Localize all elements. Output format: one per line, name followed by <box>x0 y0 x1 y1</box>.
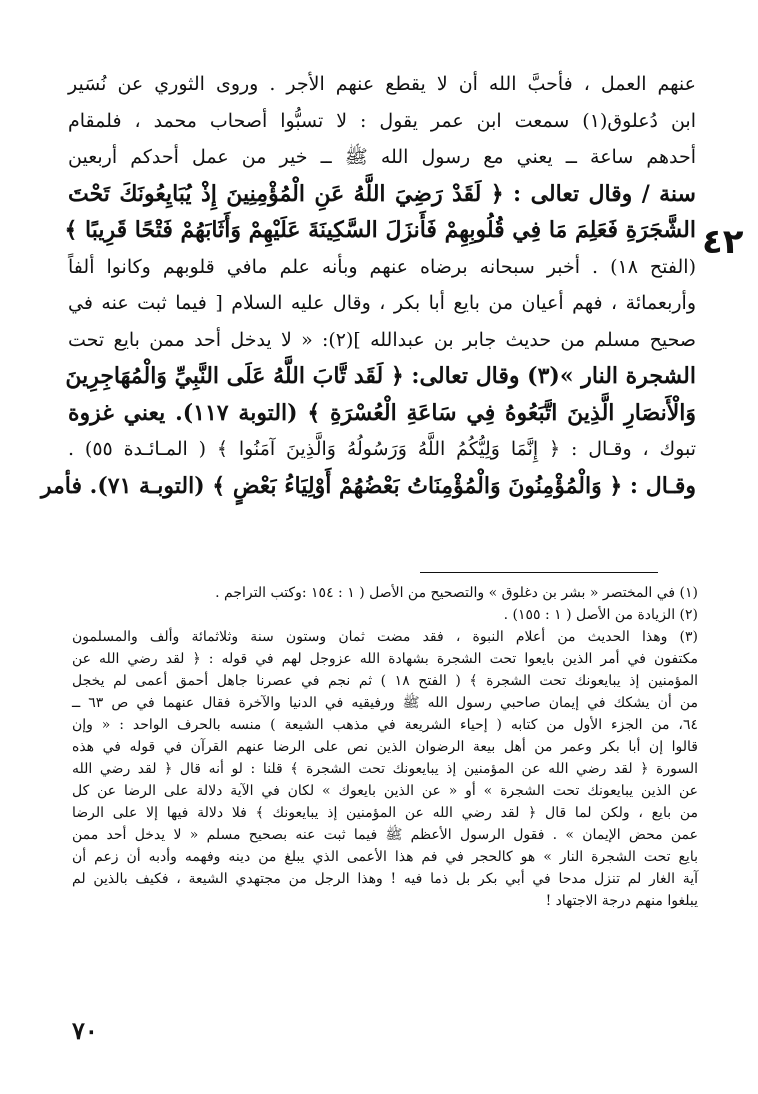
footnote-line: (٢) الزيادة من الأصل ( ١ : ١٥٥) . <box>503 607 698 623</box>
text-line: وقـال : ﴿ وَالْمُؤْمِنُونَ وَالْمُؤْمِنَاتُ بَعْضُهُمْ أَوْلِيَاءُ بَعْضٍ ﴾ (التوبـة ٧١). فأمر <box>40 472 696 499</box>
footnote-separator <box>420 572 658 573</box>
text-line: وَالْأَنصَارِ الَّذِينَ اتَّبَعُوهُ فِي سَاعَةِ الْعُسْرَةِ ﴾ (التوبة ١١٧). يعني غزوة <box>68 399 696 426</box>
footnote-line: السورة ﴿ لقد رضي الله عن المؤمنين إذ يبايعونك تحت الشجرة ﴾ قلنا : لو أنه قال ﴿ لقد رضي الله <box>72 761 698 777</box>
footnote-line: مكتفون في أمر الذين بايعوا تحت الشجرة بشهادة الله عزوجل لهم في قوله : ﴿ لقد رضي الله عن <box>72 651 698 667</box>
footnote-line: عمن محض الإيمان » . فقول الرسول الأعظم ﷺ فيما ثبت عنه بصحيح مسلم « لا يدخل أحد ممن <box>72 827 698 843</box>
footnote-line: من بايع ، ولكن لما قال ﴿ لقد رضي الله عن المؤمنين إذ يبايعونك ﴾ فلا دلالة فيها إلا على الرضا <box>72 805 698 821</box>
footnote-line: آية الغار لم تنزل مدحا في أبي بكر بل ذما فيه ! وهذا الرجل من مجتهدي الشيعة ، فكيف بالذين لم <box>72 871 698 887</box>
text-line: سنة / وقال تعالى : ﴿ لَقَدْ رَضِيَ اللَّهُ عَنِ الْمُؤْمِنِينَ إِذْ يُبَايِعُونَكَ تَحْتَ <box>68 180 696 207</box>
text-line: (الفتح ١٨) . أخبر سبحانه برضاه عنهم وبأنه علم مافي قلوبهم وكانوا ألفاً <box>68 255 696 278</box>
footnote-line: (٣) وهذا الحديث من أعلام النبوة ، فقد مضت ثمان وستون سنة وثلاثمائة وألف والمسلمون <box>72 629 698 645</box>
footnote-line: بايع تحت الشجرة النار » هو كالحجر في فم هذا الأعمى الذي يبلغ من دينه وفهمه وأدبه أن زعم أن <box>72 849 698 865</box>
text-line: صحيح مسلم من حديث جابر بن عبدالله ](٢): « لا يدخل أحد ممن بايع تحت <box>68 328 696 351</box>
text-line: وأربعمائة ، فهم أعيان من بايع أبا بكر ، وقال عليه السلام [ فيما ثبت عنه في <box>68 292 696 314</box>
footnote-line: من أن يشكك في إيمان صاحبي رسول الله ﷺ ورفيقيه في الدنيا والآخرة فقال عنهما في ص ٦٣ ــ <box>72 695 699 711</box>
footnote-line: يبلغوا منهم درجة الاجتهاد ! <box>545 893 698 909</box>
footnote-line: المؤمنين إذ يبايعونك تحت الشجرة ﴾ ( الفتح ١٨ ) ثم نجم في عصرنا جاهل أحمق أعمى لم يخجل <box>72 673 698 689</box>
main-text <box>40 66 696 504</box>
margin-page-reference: ٤٢ <box>702 222 744 262</box>
text-line: الشجرة النار »(٣) وقال تعالى: ﴿ لَقَد تَّابَ اللَّهُ عَلَى النَّبِيِّ وَالْمُهَاجِرِينَ <box>65 363 696 389</box>
footnote-line: (١) في المختصر « بشر بن دغلوق » والتصحيح من الأصل ( ١ : ١٥٤ :وكتب التراجم . <box>215 585 698 601</box>
text-line: أحدهم ساعة ــ يعني مع رسول الله ﷺ ــ خير من عمل أحدكم أربعين <box>68 146 696 168</box>
page-number: ٧٠ <box>72 1016 98 1045</box>
footnote-line: ٦٤، من الجزء الأول من كتابه ( إحياء الشريعة في مذهب الشيعة ) منسه بالحرف الواحد : « وإن <box>72 717 698 733</box>
footnotes <box>72 582 698 912</box>
text-line: تبوك ، وقـال : ﴿ إِنَّمَا وَلِيُّكُمُ اللَّهُ وَرَسُولُهُ وَالَّذِينَ آمَنُوا ﴾ ( المـائـدة ٥٥) . <box>68 438 696 460</box>
footnote-line: عن الذين يبايعونك تحت الشجرة » أو « عن الذين بايعوك » لكان في الآية دلالة على الرضا عن كل <box>72 783 698 799</box>
footnote-line: قالوا إن أبا بكر وعمر من أهل بيعة الرضوان الذين نص على الرضا عنهم القرآن في قوله في هذه <box>72 739 698 755</box>
text-line: ابن دُعلوق(١) سمعت ابن عمر يقول : لا تسبُّوا أصحاب محمد ، فلمقام <box>68 109 696 132</box>
text-line: الشَّجَرَةِ فَعَلِمَ مَا فِي قُلُوبِهِمْ فَأَنزَلَ السَّكِينَةَ عَلَيْهِمْ وَأَثَابَهُمْ فَتْحًا قَرِيبًا ﴾ <box>64 217 696 243</box>
text-line: عنهم العمل ، فأحبَّ الله أن لا يقطع عنهم الأجر . وروى الثوري عن نُسَير <box>68 73 696 95</box>
